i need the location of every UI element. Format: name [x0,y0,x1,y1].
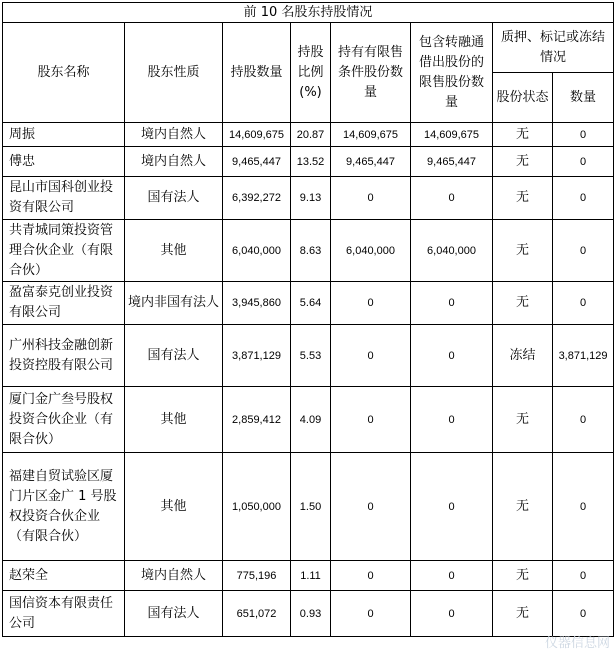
table-title: 前 10 名股东持股情况 [3,3,614,23]
cell-status: 无 [493,561,553,591]
cell-ratio: 4.09 [291,387,331,453]
cell-name: 昆山市国科创业投资有限公司 [3,177,125,220]
table-row [3,123,614,147]
cell-nature: 其他 [125,387,223,453]
cell-name: 傅忠 [3,147,125,177]
cell-nature: 境内自然人 [125,123,223,147]
cell-qty: 0 [553,387,614,453]
cell-ratio: 20.87 [291,123,331,147]
cell-qty: 0 [553,123,614,147]
cell-name: 周振 [3,123,125,147]
cell-shares: 3,945,860 [223,282,291,325]
cell-shares: 14,609,675 [223,123,291,147]
cell-incl: 0 [411,561,493,591]
watermark: 仪器信息网 [544,636,610,651]
cell-qty: 0 [553,147,614,177]
table-row [3,325,614,387]
cell-nature: 国有法人 [125,325,223,387]
cell-nature: 境内非国有法人 [125,282,223,325]
cell-qty: 0 [553,177,614,220]
table-row [3,387,614,453]
table-row [3,147,614,177]
cell-shares: 775,196 [223,561,291,591]
header-incl-lending: 包含转融通借出股份的限售股份数量 [411,23,493,123]
header-ratio: 持股比例(%) [291,23,331,123]
table-row [3,177,614,220]
cell-incl: 0 [411,177,493,220]
table-row [3,561,614,591]
cell-ratio: 1.50 [291,453,331,561]
table-row [3,220,614,282]
cell-restricted: 9,465,447 [331,147,411,177]
cell-qty: 0 [553,220,614,282]
cell-name: 广州科技金融创新投资控股有限公司 [3,325,125,387]
cell-nature: 其他 [125,453,223,561]
cell-status: 无 [493,282,553,325]
cell-nature: 其他 [125,220,223,282]
cell-shares: 1,050,000 [223,453,291,561]
cell-shares: 6,040,000 [223,220,291,282]
cell-restricted: 0 [331,561,411,591]
header-pledge-qty: 数量 [553,73,614,123]
cell-nature: 国有法人 [125,177,223,220]
cell-incl: 0 [411,591,493,637]
cell-ratio: 8.63 [291,220,331,282]
cell-restricted: 14,609,675 [331,123,411,147]
cell-nature: 境内自然人 [125,147,223,177]
cell-name: 福建自贸试验区厦门片区金广 1 号股权投资合伙企业（有限合伙） [3,453,125,561]
shareholder-table [2,2,614,637]
cell-name: 盈富泰克创业投资有限公司 [3,282,125,325]
cell-status: 无 [493,453,553,561]
cell-ratio: 0.93 [291,591,331,637]
table-row [3,282,614,325]
header-restricted: 持有有限售条件股份数量 [331,23,411,123]
cell-shares: 2,859,412 [223,387,291,453]
cell-name: 共青城同策投资管理合伙企业（有限合伙） [3,220,125,282]
cell-status: 无 [493,591,553,637]
cell-qty: 0 [553,453,614,561]
cell-ratio: 5.53 [291,325,331,387]
cell-incl: 9,465,447 [411,147,493,177]
cell-incl: 0 [411,325,493,387]
cell-nature: 国有法人 [125,591,223,637]
cell-qty: 0 [553,591,614,637]
cell-ratio: 9.13 [291,177,331,220]
cell-restricted: 0 [331,177,411,220]
cell-shares: 3,871,129 [223,325,291,387]
cell-shares: 651,072 [223,591,291,637]
header-pledge-group: 质押、标记或冻结情况 [493,23,614,73]
cell-status: 无 [493,220,553,282]
cell-qty: 0 [553,561,614,591]
cell-nature: 境内自然人 [125,561,223,591]
cell-qty: 3,871,129 [553,325,614,387]
cell-incl: 0 [411,453,493,561]
table-row [3,591,614,637]
cell-restricted: 6,040,000 [331,220,411,282]
cell-incl: 0 [411,282,493,325]
cell-restricted: 0 [331,387,411,453]
cell-status: 无 [493,123,553,147]
cell-status: 无 [493,177,553,220]
table-row [3,453,614,561]
cell-ratio: 1.11 [291,561,331,591]
header-pledge-status: 股份状态 [493,73,553,123]
cell-ratio: 5.64 [291,282,331,325]
cell-restricted: 0 [331,453,411,561]
cell-status: 无 [493,147,553,177]
header-name: 股东名称 [3,23,125,123]
cell-incl: 6,040,000 [411,220,493,282]
cell-name: 厦门金广叁号股权投资合伙企业（有限合伙） [3,387,125,453]
cell-name: 赵荣全 [3,561,125,591]
cell-name: 国信资本有限责任公司 [3,591,125,637]
cell-restricted: 0 [331,282,411,325]
cell-shares: 9,465,447 [223,147,291,177]
cell-shares: 6,392,272 [223,177,291,220]
cell-incl: 14,609,675 [411,123,493,147]
header-shares: 持股数量 [223,23,291,123]
cell-restricted: 0 [331,325,411,387]
cell-status: 无 [493,387,553,453]
cell-status: 冻结 [493,325,553,387]
cell-ratio: 13.52 [291,147,331,177]
cell-restricted: 0 [331,591,411,637]
cell-qty: 0 [553,282,614,325]
header-nature: 股东性质 [125,23,223,123]
cell-incl: 0 [411,387,493,453]
